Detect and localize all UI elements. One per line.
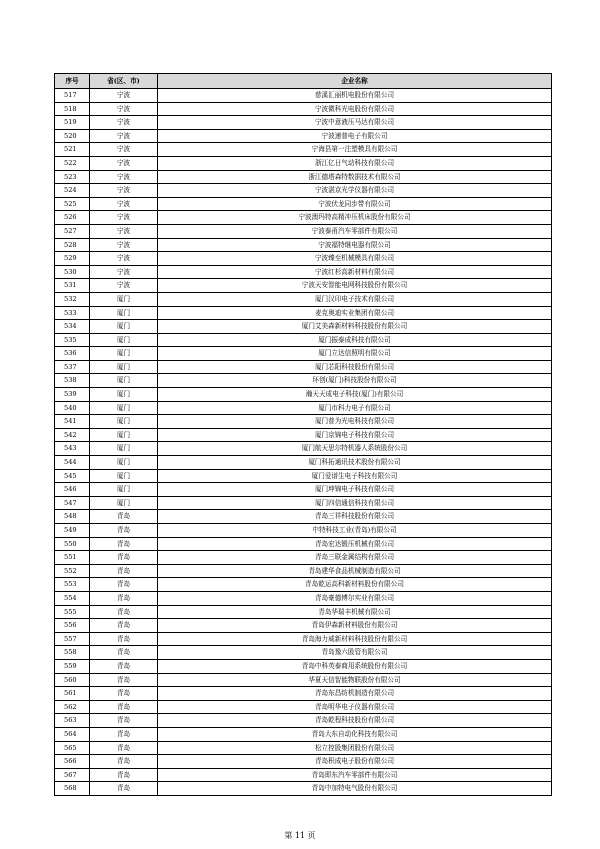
- table-row: [55, 333, 552, 347]
- table-row: [55, 714, 552, 728]
- row-company-name: 厦门汉印电子技术有限公司: [158, 292, 552, 306]
- row-number: 563: [55, 714, 90, 728]
- row-number: 556: [55, 619, 90, 633]
- row-company-name: 环创(厦门)科技股份有限公司: [158, 374, 552, 388]
- row-company-name: 厦门爱谱生电子科技有限公司: [158, 469, 552, 483]
- row-number: 561: [55, 687, 90, 701]
- row-company-name: 厦门市科力电子有限公司: [158, 401, 552, 415]
- row-province: 厦门: [90, 374, 158, 388]
- row-province: 青岛: [90, 632, 158, 646]
- row-company-name: 青岛海力威新材料科技股份有限公司: [158, 632, 552, 646]
- row-number: 554: [55, 591, 90, 605]
- row-province: 厦门: [90, 456, 158, 470]
- row-province: 厦门: [90, 415, 158, 429]
- row-company-name: 青岛东昌纺机制造有限公司: [158, 687, 552, 701]
- row-company-name: 青岛伊森新材料股份有限公司: [158, 619, 552, 633]
- table-row: [55, 116, 552, 130]
- row-company-name: 青岛大东自动化科技有限公司: [158, 727, 552, 741]
- row-company-name: 青岛积成电子股份有限公司: [158, 755, 552, 769]
- row-number: 566: [55, 755, 90, 769]
- row-province: 宁波: [90, 252, 158, 266]
- row-company-name: 宁波湛京光学仪器有限公司: [158, 184, 552, 198]
- row-province: 宁波: [90, 265, 158, 279]
- row-company-name: 厦门四信通信科技有限公司: [158, 496, 552, 510]
- row-number: 531: [55, 279, 90, 293]
- table-row: [55, 591, 552, 605]
- table-row: [55, 741, 552, 755]
- row-number: 545: [55, 469, 90, 483]
- row-number: 519: [55, 116, 90, 130]
- page-number: 第 11 页: [284, 831, 316, 840]
- row-company-name: 华夏天信智能物联股份有限公司: [158, 673, 552, 687]
- table-row: [55, 224, 552, 238]
- row-number: 552: [55, 564, 90, 578]
- row-number: 534: [55, 320, 90, 334]
- row-number: 529: [55, 252, 90, 266]
- table-row: [55, 360, 552, 374]
- table-row: [55, 632, 552, 646]
- row-company-name: 厦门京锦电子科技有限公司: [158, 428, 552, 442]
- row-number: 567: [55, 768, 90, 782]
- row-number: 523: [55, 170, 90, 184]
- row-number: 527: [55, 224, 90, 238]
- table-row: [55, 510, 552, 524]
- row-company-name: 浙江德塔森特数据技术有限公司: [158, 170, 552, 184]
- row-company-name: 青岛建华食品机械制造有限公司: [158, 564, 552, 578]
- row-province: 青岛: [90, 782, 158, 796]
- row-province: 青岛: [90, 646, 158, 660]
- row-province: 宁波: [90, 89, 158, 103]
- row-company-name: 厦门振泰成科技有限公司: [158, 333, 552, 347]
- row-province: 青岛: [90, 727, 158, 741]
- row-number: 550: [55, 537, 90, 551]
- row-company-name: 厦门科拓通讯技术股份有限公司: [158, 456, 552, 470]
- row-number: 543: [55, 442, 90, 456]
- row-number: 532: [55, 292, 90, 306]
- table-row: [55, 456, 552, 470]
- row-number: 548: [55, 510, 90, 524]
- row-province: 厦门: [90, 428, 158, 442]
- row-province: 青岛: [90, 578, 158, 592]
- row-province: 青岛: [90, 591, 158, 605]
- row-company-name: 厦门艾美森新材料科技股份有限公司: [158, 320, 552, 334]
- row-number: 525: [55, 197, 90, 211]
- row-number: 533: [55, 306, 90, 320]
- table-body: [55, 89, 552, 796]
- row-company-name: 青岛华瑞丰机械有限公司: [158, 605, 552, 619]
- row-number: 540: [55, 401, 90, 415]
- row-company-name: 青岛中科英泰商用系统股份有限公司: [158, 659, 552, 673]
- row-company-name: 宁波泰甬汽车零部件有限公司: [158, 224, 552, 238]
- row-province: 厦门: [90, 333, 158, 347]
- row-company-name: 青岛乾运高科新材料股份有限公司: [158, 578, 552, 592]
- row-province: 宁波: [90, 224, 158, 238]
- table-row: [55, 320, 552, 334]
- row-number: 537: [55, 360, 90, 374]
- row-province: 厦门: [90, 483, 158, 497]
- table-row: [55, 782, 552, 796]
- table-row: [55, 170, 552, 184]
- table-row: [55, 265, 552, 279]
- row-number: 541: [55, 415, 90, 429]
- row-number: 553: [55, 578, 90, 592]
- row-company-name: 宁海县第一注塑模具有限公司: [158, 143, 552, 157]
- row-province: 厦门: [90, 320, 158, 334]
- row-number: 518: [55, 102, 90, 116]
- row-company-name: 麦克奥迪实业集团有限公司: [158, 306, 552, 320]
- table-row: [55, 197, 552, 211]
- row-province: 宁波: [90, 129, 158, 143]
- row-province: 厦门: [90, 292, 158, 306]
- row-number: 555: [55, 605, 90, 619]
- row-number: 547: [55, 496, 90, 510]
- row-province: 青岛: [90, 755, 158, 769]
- company-table: [54, 73, 552, 796]
- row-company-name: 青岛三联金属结构有限公司: [158, 551, 552, 565]
- row-company-name: 中特科技工业(青岛)有限公司: [158, 524, 552, 538]
- row-province: 宁波: [90, 197, 158, 211]
- row-company-name: 慈溪汇丽机电股份有限公司: [158, 89, 552, 103]
- row-province: 厦门: [90, 306, 158, 320]
- table-row: [55, 755, 552, 769]
- row-number: 559: [55, 659, 90, 673]
- row-company-name: 浙江亿日气动科技有限公司: [158, 156, 552, 170]
- row-province: 青岛: [90, 619, 158, 633]
- row-number: 562: [55, 700, 90, 714]
- row-province: 青岛: [90, 673, 158, 687]
- row-company-name: 宁波澳玛特高精冲压机床股份有限公司: [158, 211, 552, 225]
- row-company-name: 宁波中意液压马达有限公司: [158, 116, 552, 130]
- row-company-name: 宁波福特继电器有限公司: [158, 238, 552, 252]
- row-province: 青岛: [90, 687, 158, 701]
- table-row: [55, 184, 552, 198]
- row-province: 青岛: [90, 714, 158, 728]
- row-province: 青岛: [90, 551, 158, 565]
- table-row: [55, 89, 552, 103]
- table-row: [55, 578, 552, 592]
- row-number: 565: [55, 741, 90, 755]
- table-row: [55, 102, 552, 116]
- table-row: [55, 483, 552, 497]
- row-province: 青岛: [90, 510, 158, 524]
- row-company-name: 宁波天安智能电网科技股份有限公司: [158, 279, 552, 293]
- row-province: 宁波: [90, 156, 158, 170]
- row-company-name: 青岛明华电子仪器有限公司: [158, 700, 552, 714]
- table-row: [55, 619, 552, 633]
- table-row: [55, 428, 552, 442]
- row-company-name: 青岛即东汽车零部件有限公司: [158, 768, 552, 782]
- row-company-name: 厦门普为光电科技有限公司: [158, 415, 552, 429]
- row-company-name: 青岛豫六股管有限公司: [158, 646, 552, 660]
- table-row: [55, 524, 552, 538]
- row-company-name: 瀚天天成电子科技(厦门)有限公司: [158, 388, 552, 402]
- table-row: [55, 415, 552, 429]
- row-company-name: 青岛中加特电气股份有限公司: [158, 782, 552, 796]
- table-row: [55, 564, 552, 578]
- table-row: [55, 401, 552, 415]
- row-province: 宁波: [90, 211, 158, 225]
- row-number: 568: [55, 782, 90, 796]
- table-row: [55, 129, 552, 143]
- row-number: 522: [55, 156, 90, 170]
- table-row: [55, 279, 552, 293]
- row-province: 厦门: [90, 469, 158, 483]
- row-number: 549: [55, 524, 90, 538]
- row-province: 青岛: [90, 537, 158, 551]
- row-number: 517: [55, 89, 90, 103]
- table-row: [55, 374, 552, 388]
- row-province: 宁波: [90, 143, 158, 157]
- row-province: 宁波: [90, 279, 158, 293]
- row-province: 宁波: [90, 238, 158, 252]
- row-province: 青岛: [90, 659, 158, 673]
- row-company-name: 厦门航天思尔特机器人系统股份公司: [158, 442, 552, 456]
- row-number: 546: [55, 483, 90, 497]
- table-header-row: [55, 74, 552, 89]
- table-row: [55, 551, 552, 565]
- row-company-name: 青岛豪德博尔实业有限公司: [158, 591, 552, 605]
- row-company-name: 厦门坤锦电子科技有限公司: [158, 483, 552, 497]
- row-number: 526: [55, 211, 90, 225]
- table-row: [55, 442, 552, 456]
- row-company-name: 宁波微科光电股份有限公司: [158, 102, 552, 116]
- row-number: 536: [55, 347, 90, 361]
- row-province: 厦门: [90, 496, 158, 510]
- table-row: [55, 238, 552, 252]
- row-company-name: 青岛乾程科技股份有限公司: [158, 714, 552, 728]
- table-row: [55, 292, 552, 306]
- table-row: [55, 306, 552, 320]
- table-row: [55, 143, 552, 157]
- row-number: 564: [55, 727, 90, 741]
- table-row: [55, 727, 552, 741]
- row-company-name: 厦门芯阳科技股份有限公司: [158, 360, 552, 374]
- row-number: 557: [55, 632, 90, 646]
- row-number: 528: [55, 238, 90, 252]
- row-number: 542: [55, 428, 90, 442]
- company-table-container: [54, 73, 551, 796]
- table-row: [55, 537, 552, 551]
- table-row: [55, 252, 552, 266]
- row-number: 551: [55, 551, 90, 565]
- table-row: [55, 211, 552, 225]
- row-number: 535: [55, 333, 90, 347]
- row-province: 青岛: [90, 741, 158, 755]
- table-row: [55, 700, 552, 714]
- row-number: 558: [55, 646, 90, 660]
- row-province: 厦门: [90, 388, 158, 402]
- row-province: 青岛: [90, 524, 158, 538]
- row-province: 青岛: [90, 768, 158, 782]
- row-province: 宁波: [90, 116, 158, 130]
- row-number: 530: [55, 265, 90, 279]
- row-province: 宁波: [90, 102, 158, 116]
- row-province: 厦门: [90, 347, 158, 361]
- row-number: 538: [55, 374, 90, 388]
- row-number: 560: [55, 673, 90, 687]
- row-province: 青岛: [90, 564, 158, 578]
- header-company: 企业名称: [158, 74, 552, 89]
- table-row: [55, 768, 552, 782]
- row-company-name: 松立控股集团股份有限公司: [158, 741, 552, 755]
- row-province: 厦门: [90, 401, 158, 415]
- table-row: [55, 673, 552, 687]
- row-province: 宁波: [90, 184, 158, 198]
- row-company-name: 宁波臻至机械模具有限公司: [158, 252, 552, 266]
- table-row: [55, 605, 552, 619]
- row-company-name: 宁波红杉高新材料有限公司: [158, 265, 552, 279]
- table-row: [55, 659, 552, 673]
- row-number: 521: [55, 143, 90, 157]
- row-province: 青岛: [90, 605, 158, 619]
- row-company-name: 青岛宏达锻压机械有限公司: [158, 537, 552, 551]
- row-number: 524: [55, 184, 90, 198]
- row-province: 青岛: [90, 700, 158, 714]
- table-row: [55, 156, 552, 170]
- table-row: [55, 496, 552, 510]
- table-row: [55, 646, 552, 660]
- row-company-name: 宁波伏龙同步带有限公司: [158, 197, 552, 211]
- row-company-name: 厦门立达信照明有限公司: [158, 347, 552, 361]
- table-row: [55, 347, 552, 361]
- row-company-name: 青岛三祥科技股份有限公司: [158, 510, 552, 524]
- header-province: 省(区、市): [90, 74, 158, 89]
- row-number: 520: [55, 129, 90, 143]
- row-province: 宁波: [90, 170, 158, 184]
- row-company-name: 宁波速普电子有限公司: [158, 129, 552, 143]
- row-province: 厦门: [90, 442, 158, 456]
- row-number: 539: [55, 388, 90, 402]
- row-number: 544: [55, 456, 90, 470]
- table-row: [55, 469, 552, 483]
- table-row: [55, 388, 552, 402]
- row-province: 厦门: [90, 360, 158, 374]
- table-row: [55, 687, 552, 701]
- header-no: 序号: [55, 74, 90, 89]
